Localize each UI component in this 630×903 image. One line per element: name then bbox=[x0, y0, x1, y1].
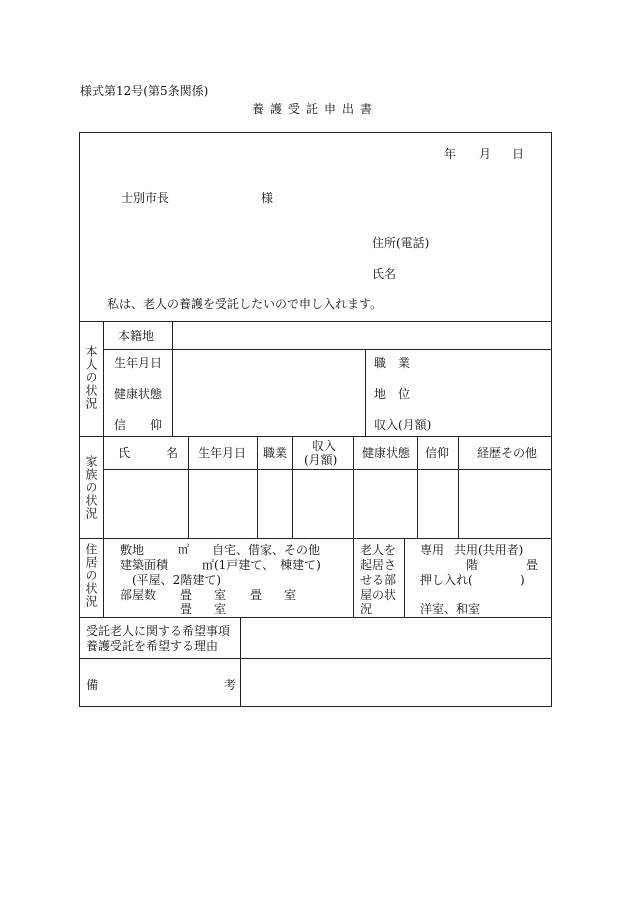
remarks-label-2: 考 bbox=[224, 678, 237, 692]
family-col-history: 経歴その他 bbox=[477, 446, 538, 460]
floor-area-label: 建築面積 bbox=[120, 558, 169, 572]
position-label: 地 位 bbox=[374, 387, 411, 401]
site-type: 自宅、借家、その他 bbox=[212, 543, 321, 557]
room-tatami: 畳 bbox=[526, 558, 539, 572]
rule-family-section bbox=[80, 538, 551, 539]
rooms-room-3: 室 bbox=[214, 602, 227, 616]
document-title: 養護受託申出書 bbox=[252, 102, 379, 116]
statement: 私は、老人の養護を受託したいので申し入れます。 bbox=[107, 297, 383, 311]
rule-wishes bbox=[80, 658, 551, 659]
elder-room-label-4: 屋の状 bbox=[360, 588, 397, 602]
floor-type: (平屋、2階建て) bbox=[132, 573, 221, 587]
wishes-line-2: 養護受託を希望する理由 bbox=[86, 639, 219, 653]
rooms-label: 部屋数 bbox=[120, 588, 157, 602]
rule-family-col5 bbox=[417, 436, 418, 538]
room-shared: 共用(共用者) bbox=[454, 543, 524, 557]
site-unit: ㎡ bbox=[178, 543, 189, 556]
elder-room-label-3: せる部 bbox=[360, 573, 397, 587]
self-section-label: 本人の状況 bbox=[84, 345, 98, 410]
rooms-tatami-1: 畳 bbox=[180, 588, 193, 602]
date-month-label: 月 bbox=[479, 147, 492, 161]
honorific: 様 bbox=[261, 191, 274, 205]
rule-self-mid bbox=[365, 349, 366, 436]
rule-self-section bbox=[80, 436, 551, 437]
family-col-income-unit: (月額) bbox=[304, 453, 338, 467]
rule-family-col3 bbox=[292, 436, 293, 538]
rule-housing-section bbox=[80, 617, 551, 618]
family-col-health: 健康状態 bbox=[362, 446, 411, 460]
rule-family-col4 bbox=[353, 436, 354, 538]
addressee: 士別市長 bbox=[121, 191, 170, 205]
date-day-label: 日 bbox=[512, 147, 525, 161]
rooms-room-1: 室 bbox=[214, 588, 227, 602]
rule-housing-mid bbox=[353, 538, 354, 617]
address-label: 住所(電話) bbox=[372, 236, 430, 250]
rule-wishes-remarks bbox=[240, 617, 241, 706]
floor-area-unit: ㎡(1戸建て、 棟建て) bbox=[202, 558, 321, 572]
rule-family-header bbox=[103, 469, 551, 470]
rule-domicile bbox=[103, 349, 551, 350]
domicile-label: 本籍地 bbox=[118, 329, 155, 343]
family-col-faith: 信仰 bbox=[425, 446, 450, 460]
form-frame bbox=[79, 132, 552, 707]
elder-room-label-2: 起居さ bbox=[360, 558, 397, 572]
rule-housing-room bbox=[404, 538, 405, 617]
birth-label: 生年月日 bbox=[114, 356, 163, 370]
elder-room-label-1: 老人を bbox=[360, 543, 397, 557]
name-label: 氏名 bbox=[372, 267, 397, 281]
rule-family-col2 bbox=[257, 436, 258, 538]
housing-section-label: 住居の状況 bbox=[84, 543, 98, 608]
rule-section-label bbox=[103, 321, 104, 617]
room-type: 洋室、和室 bbox=[420, 602, 481, 616]
elder-room-label-5: 況 bbox=[360, 602, 373, 616]
wishes-line-1: 受託老人に関する希望事項 bbox=[86, 624, 231, 638]
health-label: 健康状態 bbox=[114, 387, 163, 401]
rule-self-labels bbox=[172, 321, 173, 436]
family-col-birth: 生年月日 bbox=[198, 446, 247, 460]
rule-family-col6 bbox=[458, 436, 459, 538]
family-section-label: 家族の状況 bbox=[84, 455, 98, 520]
rooms-room-2: 室 bbox=[284, 588, 297, 602]
site-label: 敷地 bbox=[120, 543, 145, 557]
room-floor: 階 bbox=[466, 558, 479, 572]
form-number: 様式第12号(第5条関係) bbox=[80, 84, 209, 98]
income-label: 収入(月額) bbox=[374, 418, 432, 432]
rooms-tatami-2: 畳 bbox=[250, 588, 263, 602]
date-year-label: 年 bbox=[444, 147, 457, 161]
rule-family-col1 bbox=[188, 436, 189, 538]
room-exclusive: 専用 bbox=[420, 543, 445, 557]
remarks-label-1: 備 bbox=[86, 678, 99, 692]
faith-label: 信 仰 bbox=[114, 418, 163, 432]
room-closet: 押し入れ( bbox=[420, 573, 473, 587]
family-col-income: 収入 bbox=[312, 439, 337, 453]
family-col-name: 氏 名 bbox=[118, 446, 179, 460]
family-col-job: 職業 bbox=[263, 446, 288, 460]
room-closet-close: ) bbox=[520, 573, 525, 587]
rule-top-section bbox=[80, 321, 551, 322]
rooms-tatami-3: 畳 bbox=[180, 602, 193, 616]
job-label: 職 業 bbox=[374, 356, 411, 370]
